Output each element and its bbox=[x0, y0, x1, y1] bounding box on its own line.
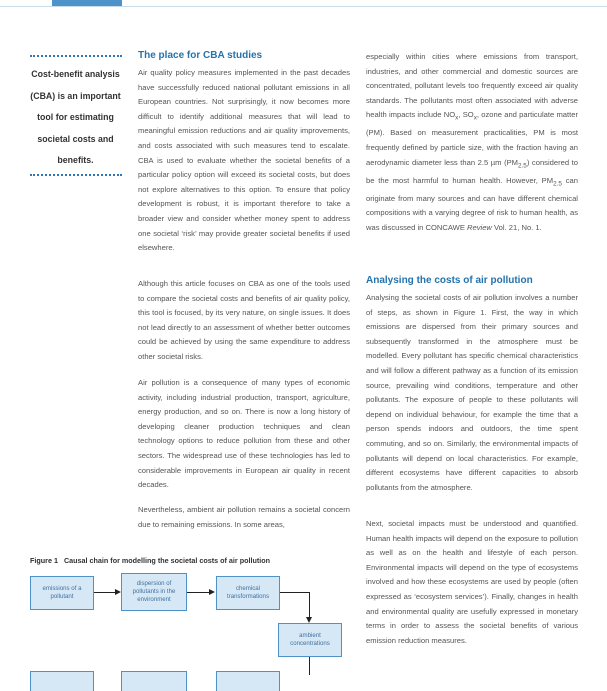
body-paragraph: Although this article focuses on CBA as one of the tools used to compare the societal costs and benefits of air quality policy, this tool is focused, by its very nature, on single issues. It does not lead directly to an assessment of whether better outcomes could be achieved by using the same expenditure to address other societal risks. bbox=[138, 279, 350, 361]
figure-box-ambient: ambient concentrations bbox=[278, 623, 342, 657]
body-paragraph: Air pollution is a consequence of many types of economic activity, including industrial production, transport, agriculture, energy production, and so on. There is now a long history of developing cleaner production techniques and clean technology options to reduce pollution from these and other sectors. The widespread use of these technologies has led to considerable improvements in European air quality in recent decades. bbox=[138, 378, 350, 490]
figure-caption: Figure 1 Causal chain for modelling the societal costs of air pollution bbox=[30, 556, 271, 565]
flow-arrow-3 bbox=[280, 592, 310, 593]
figure-box-chemical: chemical transformations bbox=[216, 576, 280, 610]
body-paragraph: Analysing the societal costs of air pollution involves a number of steps, as shown in Figure 1. First, the way in which emissions are dispersed from their primary sources and subsequently transformed in the atmosphere must be modelled. Every pollutant has specific chemical characteristics and will follow a different pathway as a function of its emission source, prevailing wind conditions, temperature and other pollutants. The exposure of people to these pollutants will depend on individual behaviour, for example the time that a person spends indoors and outdoors, the time spent commuting, and so on. Similarly, the environmental impacts of pollutants will depend on local characteristics. For example, different ecosystems have different capacities to absorb pollutants from the atmosphere. bbox=[366, 293, 578, 492]
body-paragraph: Next, societal impacts must be understood and quantified. Human health impacts will depend on the exposure to pollution as well as on the health and lifestyle of each person. Environmental impacts will depend on the type of ecosystems involved and how these ecosystems are used by people (often expressed as ‘ecosystem services’). Finally, changes in health and environmental quality are usefully expressed in monetary terms in order to assess the societal benefits of various emission reduction measures. bbox=[366, 519, 578, 645]
flow-arrow-2 bbox=[187, 592, 210, 593]
callout-top-divider bbox=[30, 55, 122, 57]
body-paragraph: Nevertheless, ambient air pollution remains a societal concern due to remaining emissions. In some areas, bbox=[138, 505, 350, 529]
arrow-head-3 bbox=[306, 617, 312, 623]
callout-bottom-divider bbox=[30, 174, 122, 176]
figure-box-dispersion: dispersion of pollutants in the environment bbox=[121, 573, 187, 611]
journal-title: Review bbox=[467, 223, 492, 233]
arrow-head-2 bbox=[209, 589, 215, 595]
section-heading-analysing-costs: Analysing the costs of air pollution bbox=[366, 275, 533, 286]
figure-box-partial bbox=[121, 671, 187, 691]
sidebar-callout: Cost-benefit analysis (CBA) is an important tool for estimating societal costs and benefits. bbox=[30, 69, 121, 165]
flow-arrow-3-down bbox=[309, 592, 310, 618]
figure-box-emissions: emissions of a pollutant bbox=[30, 576, 94, 610]
section-heading-cba-place: The place for CBA studies bbox=[138, 50, 263, 61]
flow-arrow-4-down bbox=[309, 657, 310, 675]
body-paragraph-pollutants: especially within cities where emissions from transport, industries, and other commercial and domestic sources are concentrated, pollutant levels too frequently exceed air quality standards. The pollutants most often associated with adverse health impacts include $NO_x$, $SO_x$, ozone and particulate matter (PM). Based on measurement practicalities, PM is most frequently defined by particle size, with the fraction having an aerodynamic diameter less than 2.5 µm $(PM_{2.5})$ considered to be the most harmful to human health. However, $PM_{2.5}$ can originate from many sources and can have different chemical compositions with a varying degree of risk to human health, as was discussed in CONCAWE Review Vol. 21, No. 1. bbox=[366, 52, 578, 233]
flow-arrow-1 bbox=[94, 592, 116, 593]
figure-box-partial bbox=[216, 671, 280, 691]
header-rule bbox=[0, 6, 607, 7]
arrow-head-1 bbox=[115, 589, 121, 595]
figure-box-partial bbox=[30, 671, 94, 691]
body-paragraph: Air quality policy measures implemented in the past decades have successfully reduced national pollutant emissions in all European countries. Not surprisingly, it now becomes more difficult to identify additional measures that will lead to meaningful emission reductions and air quality improvements, and costs associated with such measures tend to escalate. CBA is used to evaluate whether the societal benefits of a particular policy option will exceed its societal costs, but does not explore alternatives to this option. To ensure that policy development is robust, it is important therefore to take a broader view and consider whether money spent to address one societal ‘risk’ may provide greater societal benefits if used elsewhere. bbox=[138, 68, 350, 253]
